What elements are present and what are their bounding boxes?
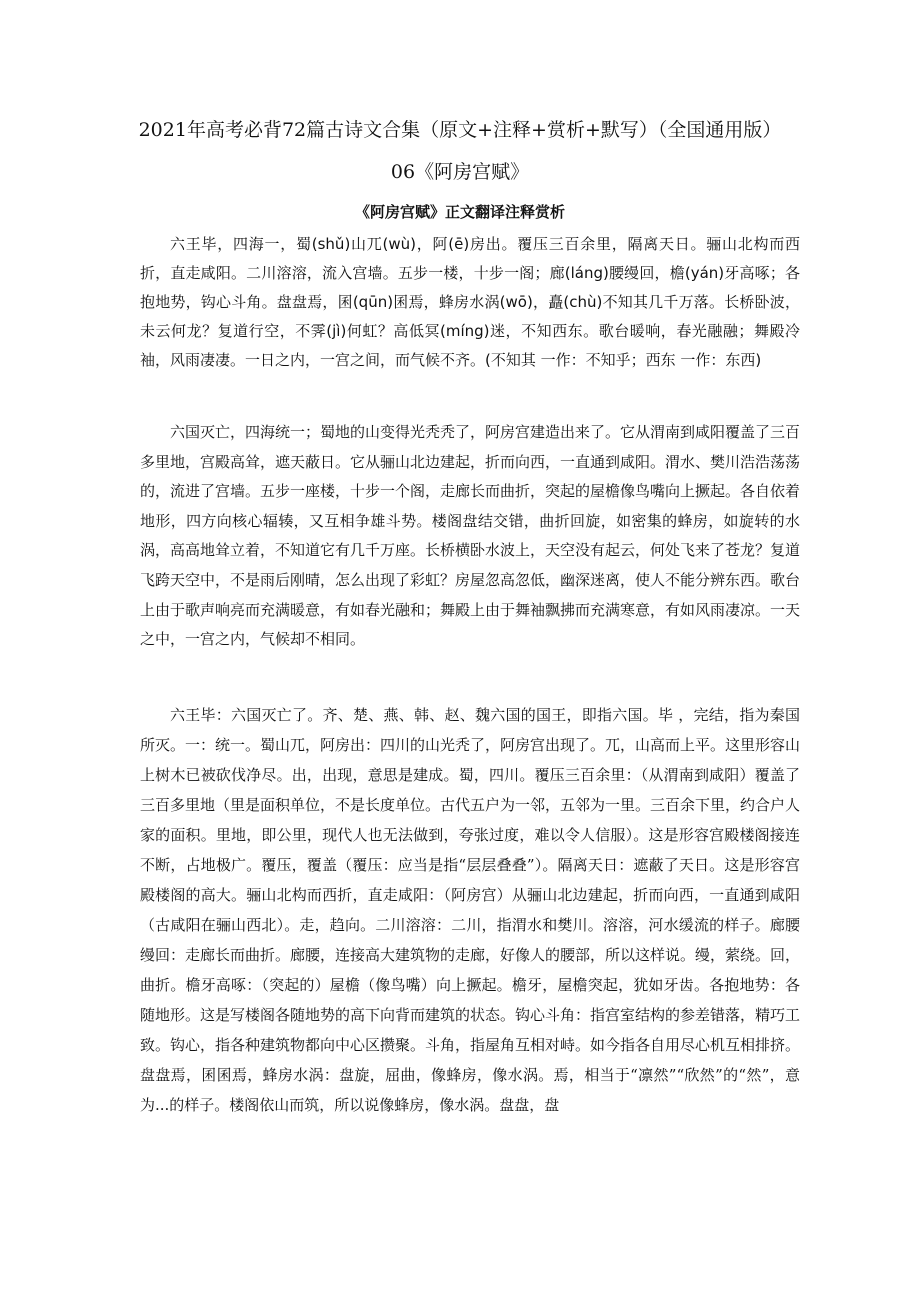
translation-paragraph: 六国灭亡，四海统一；蜀地的山变得光秃秃了，阿房宫建造出来了。它从渭南到咸阳覆盖了三百多里地，宫殿高耸，遮天蔽日。它从骊山北边建起，折而向西，一直通到咸阳。渭水、樊川浩浩荡荡的，流进了宫墙。五步一座楼，十步一个阁，走廊长而曲折，突起的屋檐像鸟嘴向上撅起。各自依着地形，四方向核心辐辏，又互相争雄斗势。楼阁盘结交错，曲折回旋，如密集的蜂房，如旋转的水涡，高高地耸立着，不知道它有几千万座。长桥横卧水波上，天空没有起云，何处飞来了苍龙？复道飞跨天空中，不是雨后刚晴，怎么出现了彩虹？房屋忽高忽低，幽深迷离，使人不能分辨东西。歌台上由于歌声响亮而充满暖意，有如春光融和；舞殿上由于舞袖飘拂而充满寒意，有如风雨凄凉。一天之中，一宫之内，气候却不相同。 [140, 423, 801, 649]
document-subtitle: 06《阿房宫赋》 [390, 161, 530, 183]
notes-paragraph: 六王毕：六国灭亡了。齐、楚、燕、韩、赵、魏六国的国王，即指六国。毕 ，完结，指为秦国所灭。一：统一。蜀山兀，阿房出：四川的山光秃了，阿房宫出现了。兀，山高而上平。这里形容山上树木已被砍伐净尽。出，出现，意思是建成。蜀，四川。覆压三百余里：（从渭南到咸阳）覆盖了三百多里地（里是面积单位，不是长度单位。古代五户为一邻，五邻为一里。三百余下里，约合户人家的面积。里地，即公里，现代人也无法做到，夸张过度，难以令人信服）。这是形容宫殿楼阁接连不断，占地极广。覆压，覆盖（覆压：应当是指“层层叠叠”）。隔离天日：遮蔽了天日。这是形容宫殿楼阁的高大。骊山北构而西折，直走咸阳：（阿房宫）从骊山北边建起，折而向西，一直通到咸阳（古咸阳在骊山西北）。走，趋向。二川溶溶：二川，指渭水和樊川。溶溶，河水缓流的样子。廊腰缦回：走廊长而曲折。廊腰，连接高大建筑物的走廊，好像人的腰部，所以这样说。缦，萦绕。回，曲折。檐牙高啄：（突起的）屋檐（像鸟嘴）向上撅起。檐牙，屋檐突起，犹如牙齿。各抱地势：各随地形。这是写楼阁各随地势的高下向背而建筑的状态。钩心斗角：指宫室结构的参差错落，精巧工致。钩心，指各种建筑物都向中心区攒聚。斗角，指屋角互相对峙。如今指各自用尽心机互相排挤。盘盘焉，囷囷焉，蜂房水涡：盘旋，屈曲，像蜂房，像水涡。焉，相当于“凛然”“欣然”的“然”，意为...的样子。楼阁依山而筑，所以说像蜂房，像水涡。盘盘，盘 [140, 706, 801, 1114]
section-heading: 《阿房宫赋》正文翻译注释赏析 [354, 203, 565, 221]
original-text-paragraph: 六王毕，四海一，蜀(shǔ)山兀(wù)，阿(ē)房出。覆压三百余里，隔离天日。骊山北构而西折，直走咸阳。二川溶溶，流入宫墙。五步一楼，十步一阁；廊(láng)腰缦回，檐(yán)牙高啄；各抱地势，钩心斗角。盘盘焉，囷(qūn)囷焉，蜂房水涡(wō)，矗(chù)不知其几千万落。长桥卧波，未云何龙？复道行空，不霁(jì)何虹？高低冥(míng)迷，不知西东。歌台暖响，春光融融；舞殿冷袖，风雨凄凄。一日之内，一宫之间，而气候不齐。(不知其 一作：不知乎；西东 一作：东西) [140, 235, 800, 369]
document-title: 2021年高考必背72篇古诗文合集（原文+注释+赏析+默写）（全国通用版） [138, 119, 782, 141]
